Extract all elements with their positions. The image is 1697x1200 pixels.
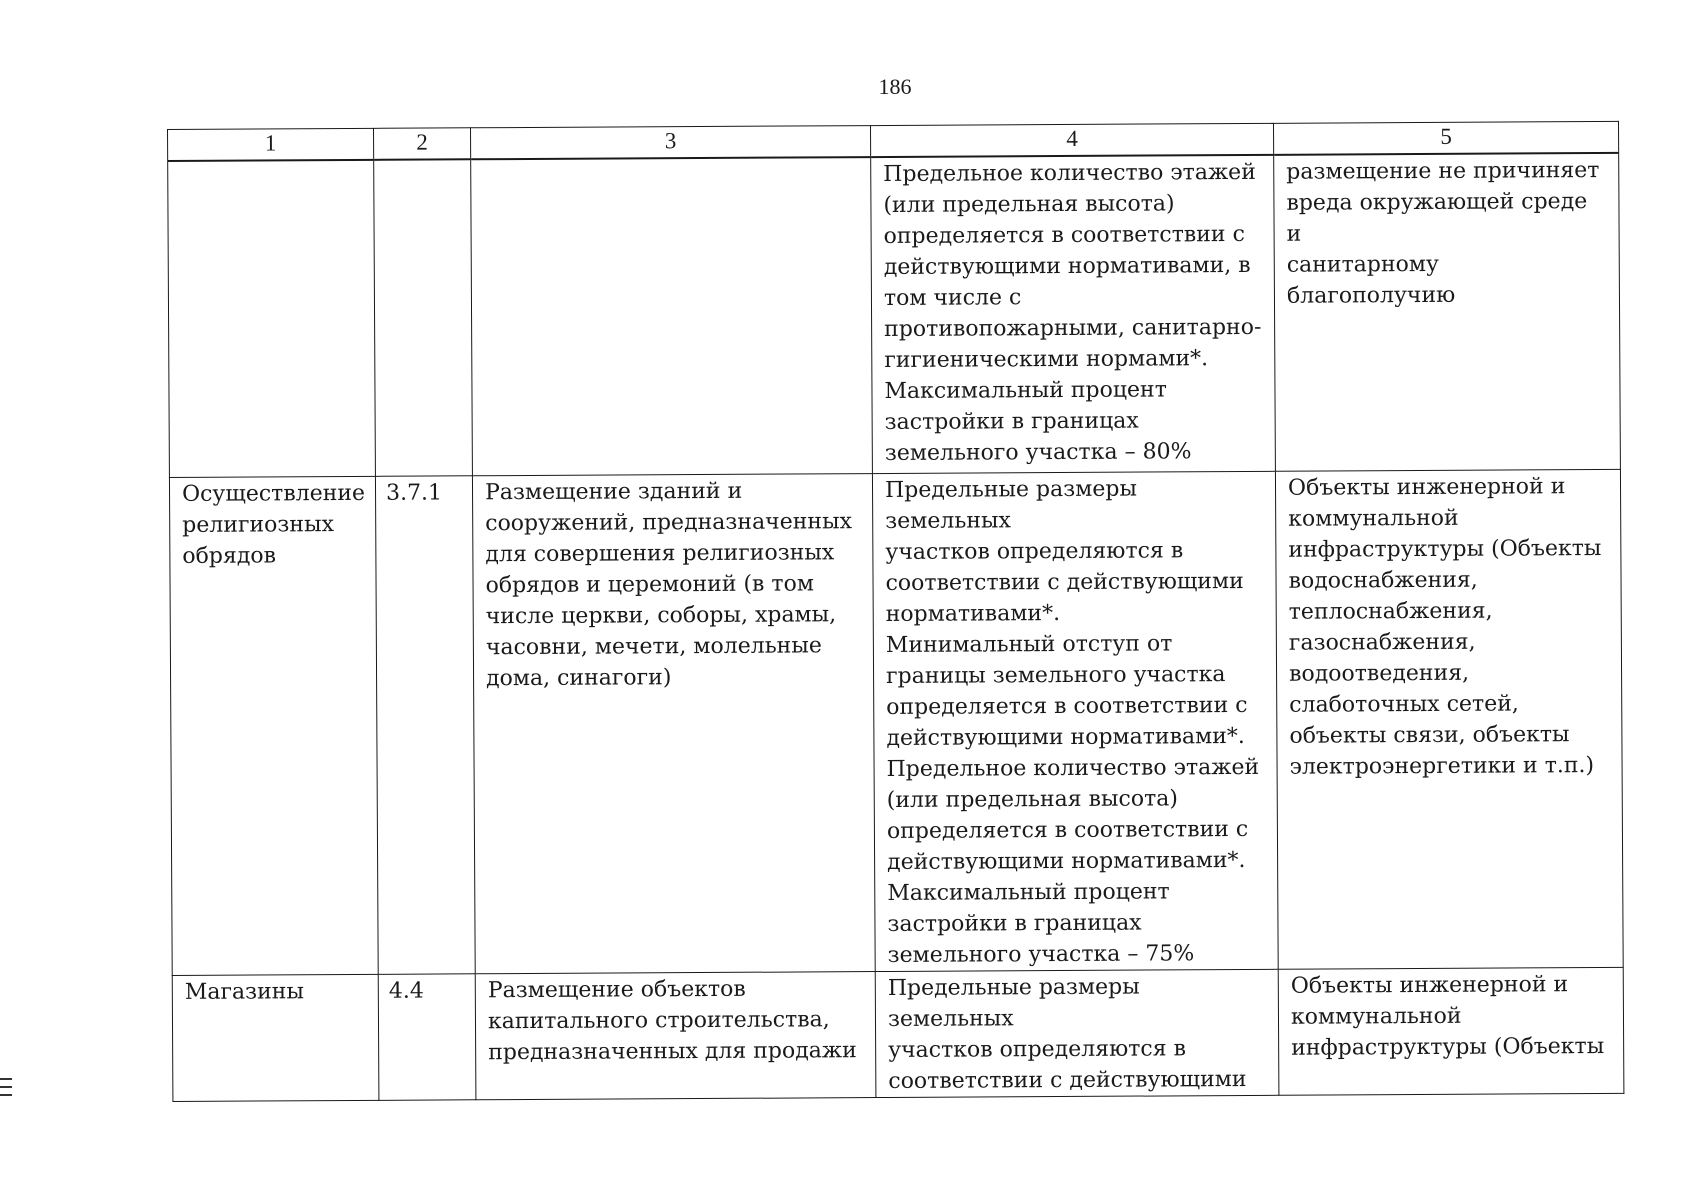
cell-use-type: Магазины bbox=[172, 974, 379, 1101]
scan-edge-mark bbox=[0, 1078, 12, 1080]
column-header-2: 2 bbox=[373, 128, 470, 160]
scan-edge-mark bbox=[0, 1086, 12, 1088]
cell-parameters: Предельные размеры земельных участков определяются в соответствии с действующими bbox=[875, 969, 1279, 1097]
scan-edge-mark bbox=[0, 1094, 12, 1096]
cell-description: Размещение объектов капитального строительства, предназначенных для продажи bbox=[475, 972, 876, 1100]
table-row bbox=[172, 967, 1624, 1101]
cell-code: 4.4 bbox=[378, 974, 476, 1101]
table-row bbox=[168, 153, 1621, 478]
table-row bbox=[169, 469, 1623, 975]
cell-parameters: Предельное количество этажей (или предельная высота) определяется в соответствии с действующими нормативами, в том числе с противопожарными, санитарно- гигиеническими нормами*. Максимальный процент застройки в границах земельного участка – 80% bbox=[871, 155, 1276, 474]
column-header-1: 1 bbox=[168, 128, 374, 161]
column-header-5: 5 bbox=[1273, 121, 1618, 154]
cell-code: 3.7.1 bbox=[375, 476, 475, 975]
cell-use-type bbox=[168, 160, 376, 478]
cell-description: Размещение зданий и сооружений, предназначенных для совершения религиозных обрядов и церемоний (в том числе церкви, соборы, храмы, часовни, мечети, молельные дома, синагоги) bbox=[472, 474, 875, 974]
column-header-3: 3 bbox=[470, 126, 870, 160]
cell-code bbox=[374, 159, 473, 476]
column-header-4: 4 bbox=[870, 123, 1273, 157]
cell-auxiliary-uses: Объекты инженерной и коммунальной инфраструктуры (Объекты bbox=[1278, 967, 1624, 1095]
land-use-table bbox=[167, 121, 1624, 1102]
cell-auxiliary-uses: размещение не причиняет вреда окружающей среде и санитарному благополучию bbox=[1274, 153, 1621, 471]
cell-auxiliary-uses: Объекты инженерной и коммунальной инфраструктуры (Объекты водоснабжения, теплоснабжения, газоснабжения, водоотведения, слаботочных сетей, объекты связи, объекты электроэнергетики и т.п.) bbox=[1275, 469, 1623, 969]
page-number: 186 bbox=[878, 74, 912, 99]
cell-use-type: Осуществление религиозных обрядов bbox=[169, 476, 378, 975]
cell-description bbox=[471, 157, 873, 476]
cell-parameters: Предельные размеры земельных участков определяются в соответствии с действующими нормативами*. Минимальный отступ от границы земельного участка определяется в соответствии с действующими нормативами*. Предельное количество этажей (или предельная высота) определяется в соответствии с действующими нормативами*. Максимальный процент застройки в границах земельного участка – 75% bbox=[872, 471, 1278, 971]
